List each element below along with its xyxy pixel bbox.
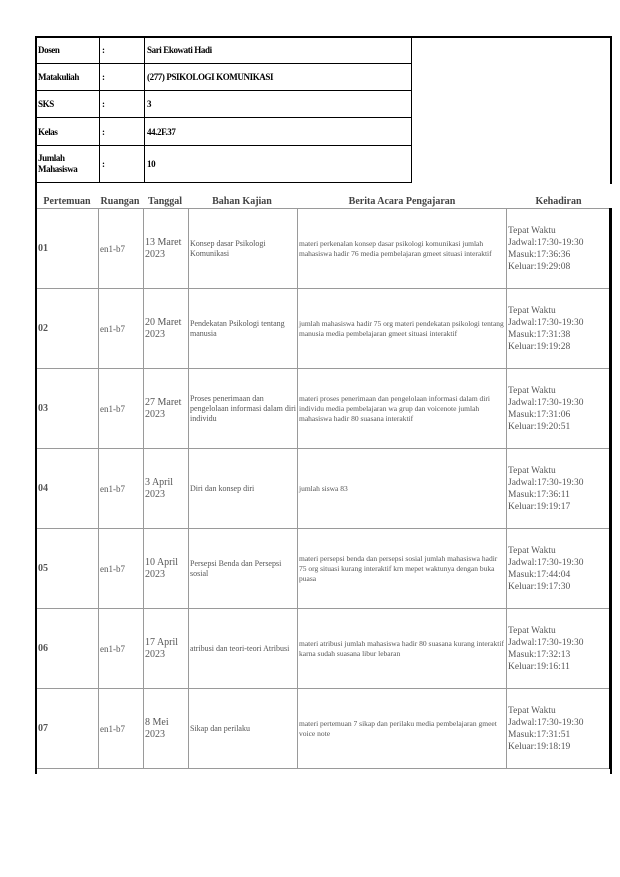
- tanggal-cell: 3 April 2023: [144, 449, 189, 529]
- tanggal-cell: 8 Mei 2023: [144, 689, 189, 769]
- tanggal-cell: 17 April 2023: [144, 609, 189, 689]
- attendance-in-time: Masuk:17:44:04: [508, 569, 571, 580]
- table-row: [36, 449, 610, 529]
- bahan-kajian-cell: Diri dan konsep diri: [189, 449, 298, 529]
- header-berita-acara: Berita Acara Pengajaran: [348, 196, 456, 207]
- attendance-out-time: Keluar:19:16:11: [508, 661, 570, 672]
- attendance-schedule: Jadwal:17:30-19:30: [508, 717, 584, 728]
- kehadiran-cell: [507, 689, 611, 769]
- ruangan-cell: en1-b7: [99, 689, 144, 769]
- pertemuan-cell: 01: [36, 209, 99, 289]
- attendance-in-time: Masuk:17:36:36: [508, 249, 571, 260]
- attendance-status: Tepat Waktu: [508, 225, 556, 236]
- attendance-out-time: Keluar:19:18:19: [508, 741, 571, 752]
- kehadiran-cell: [507, 369, 611, 449]
- attendance-schedule: Jadwal:17:30-19:30: [508, 557, 584, 568]
- attendance-out-time: Keluar:19:19:17: [508, 501, 571, 512]
- header-kehadiran: Kehadiran: [535, 196, 582, 207]
- table-row: [36, 529, 610, 609]
- kehadiran-cell: [507, 529, 611, 609]
- header-bahan-kajian: Bahan Kajian: [212, 196, 272, 207]
- pertemuan-cell: 05: [36, 529, 99, 609]
- jumlah-value: 10: [145, 146, 412, 183]
- info-row-jumlah: [36, 146, 412, 183]
- info-row-matakuliah: [36, 64, 412, 91]
- attendance-out-time: Keluar:19:29:08: [508, 261, 571, 272]
- table-row: [36, 289, 610, 369]
- attendance-status: Tepat Waktu: [508, 465, 556, 476]
- attendance-schedule: Jadwal:17:30-19:30: [508, 237, 584, 248]
- info-row-sks: [36, 91, 412, 118]
- tanggal-cell: 27 Maret 2023: [144, 369, 189, 449]
- dosen-label: Dosen: [36, 37, 100, 64]
- header-tanggal: Tanggal: [147, 196, 183, 207]
- jumlah-label: [36, 146, 100, 183]
- pertemuan-cell: 04: [36, 449, 99, 529]
- attendance-out-time: Keluar:19:17:30: [508, 581, 571, 592]
- attendance-in-time: Masuk:17:36:11: [508, 489, 570, 500]
- table-row: [36, 209, 610, 289]
- ruangan-cell: en1-b7: [99, 209, 144, 289]
- pertemuan-cell: 02: [36, 289, 99, 369]
- info-row-dosen: [36, 37, 412, 64]
- kehadiran-cell: [507, 209, 611, 289]
- berita-acara-cell: materi persepsi benda dan persepsi sosial jumlah mahasiswa hadir 75 org situasi kurang interaktif krn mepet waktunya dengan buka puasa: [298, 529, 507, 609]
- pertemuan-cell: 03: [36, 369, 99, 449]
- bahan-kajian-cell: atribusi dan teori-teori Atribusi: [189, 609, 298, 689]
- course-info-table: [35, 36, 412, 183]
- table-row: [36, 369, 610, 449]
- jumlah-label-line2: Mahasiswa: [38, 164, 78, 174]
- attendance-schedule: Jadwal:17:30-19:30: [508, 317, 584, 328]
- attendance-in-time: Masuk:17:31:38: [508, 329, 571, 340]
- colon: :: [100, 146, 145, 183]
- pertemuan-cell: 07: [36, 689, 99, 769]
- dosen-value: Sari Ekowati Hadi: [145, 37, 412, 64]
- kehadiran-cell: [507, 609, 611, 689]
- attendance-table-body: [36, 209, 610, 769]
- kehadiran-cell: [507, 289, 611, 369]
- attendance-schedule: Jadwal:17:30-19:30: [508, 477, 584, 488]
- attendance-out-time: Keluar:19:19:28: [508, 341, 571, 352]
- attendance-status: Tepat Waktu: [508, 305, 556, 316]
- bahan-kajian-cell: Pendekatan Psikologi tentang manusia: [189, 289, 298, 369]
- tanggal-cell: 13 Maret 2023: [144, 209, 189, 289]
- colon: :: [100, 118, 145, 146]
- attendance-status: Tepat Waktu: [508, 545, 556, 556]
- attendance-schedule: Jadwal:17:30-19:30: [508, 397, 584, 408]
- berita-acara-cell: jumlah mahasiswa hadir 75 org materi pendekatan psikologi tentang manusia media pembelajaran gmeet situasi interaktif: [298, 289, 507, 369]
- kelas-value: 44.2F.37: [145, 118, 412, 146]
- attendance-in-time: Masuk:17:31:06: [508, 409, 571, 420]
- jumlah-label-line1: Jumlah: [38, 153, 65, 163]
- colon: :: [100, 91, 145, 118]
- frame-right-line: [610, 36, 612, 184]
- kehadiran-cell: [507, 449, 611, 529]
- tanggal-cell: 20 Maret 2023: [144, 289, 189, 369]
- table-row: [36, 609, 610, 689]
- table-row: [36, 689, 610, 769]
- attendance-status: Tepat Waktu: [508, 705, 556, 716]
- kelas-label: Kelas: [36, 118, 100, 146]
- bahan-kajian-cell: Sikap dan perilaku: [189, 689, 298, 769]
- bahan-kajian-cell: Persepsi Benda dan Persepsi sosial: [189, 529, 298, 609]
- ruangan-cell: en1-b7: [99, 369, 144, 449]
- berita-acara-cell: materi proses penerimaan dan pengelolaan informasi dalam diri individu media pembelajaran wa grup dan voicenote jumlah mahasiswa hadir 80 suasana interaktif: [298, 369, 507, 449]
- berita-acara-cell: materi pertemuan 7 sikap dan perilaku media pembelajaran gmeet voice note: [298, 689, 507, 769]
- pertemuan-cell: 06: [36, 609, 99, 689]
- colon: :: [100, 37, 145, 64]
- info-row-kelas: [36, 118, 412, 146]
- attendance-in-time: Masuk:17:31:51: [508, 729, 571, 740]
- attendance-status: Tepat Waktu: [508, 385, 556, 396]
- header-pertemuan: Pertemuan: [43, 196, 91, 207]
- bahan-kajian-cell: Konsep dasar Psikologi Komunikasi: [189, 209, 298, 289]
- tanggal-cell: 10 April 2023: [144, 529, 189, 609]
- ruangan-cell: en1-b7: [99, 449, 144, 529]
- matakuliah-value: (277) PSIKOLOGI KOMUNIKASI: [145, 64, 412, 91]
- ruangan-cell: en1-b7: [99, 609, 144, 689]
- ruangan-cell: en1-b7: [99, 289, 144, 369]
- ruangan-cell: en1-b7: [99, 529, 144, 609]
- header-ruangan: Ruangan: [100, 196, 140, 207]
- attendance-schedule: Jadwal:17:30-19:30: [508, 637, 584, 648]
- bahan-kajian-cell: Proses penerimaan dan pengelolaan informasi dalam diri individu: [189, 369, 298, 449]
- attendance-in-time: Masuk:17:32:13: [508, 649, 571, 660]
- berita-acara-cell: materi atribusi jumlah mahasiswa hadir 80 suasana kurang interaktif karna sudah suasana libur lebaran: [298, 609, 507, 689]
- attendance-out-time: Keluar:19:20:51: [508, 421, 571, 432]
- sks-value: 3: [145, 91, 412, 118]
- attendance-status: Tepat Waktu: [508, 625, 556, 636]
- sks-label: SKS: [36, 91, 100, 118]
- matakuliah-label: Matakuliah: [36, 64, 100, 91]
- colon: :: [100, 64, 145, 91]
- attendance-table: [35, 208, 611, 769]
- berita-acara-cell: materi perkenalan konsep dasar psikologi komunikasi jumlah mahasiswa hadir 76 media pembelajaran gmeet situasi interaktif: [298, 209, 507, 289]
- berita-acara-cell: jumlah siswa 83: [298, 449, 507, 529]
